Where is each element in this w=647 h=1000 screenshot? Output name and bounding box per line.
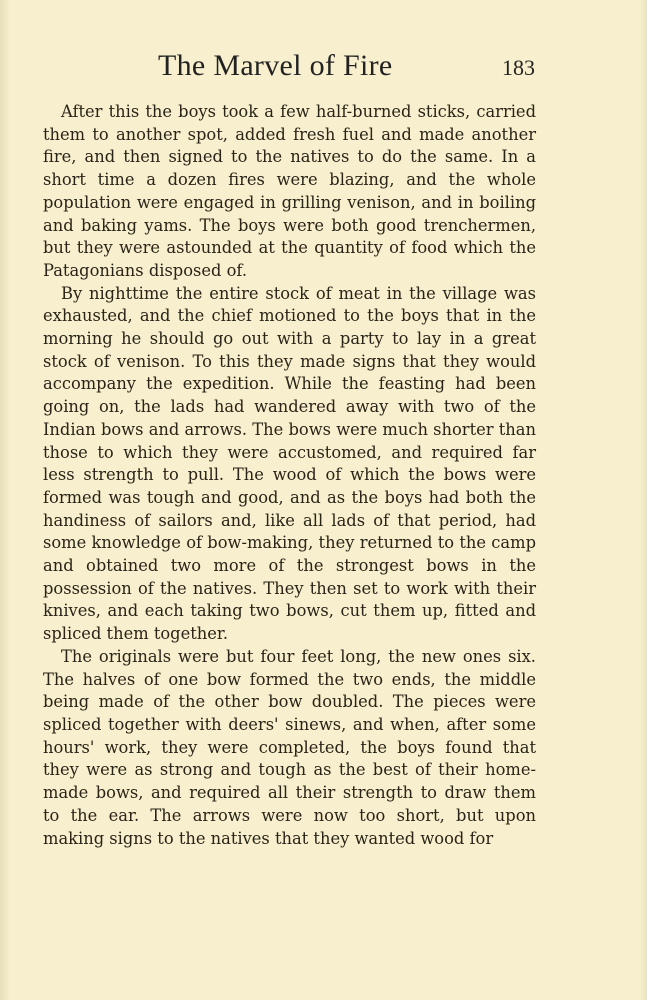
running-header (42, 46, 537, 86)
page-edge-right (639, 0, 647, 1000)
page-number: 183 (502, 55, 535, 80)
paragraph: The originals were but four feet long, the new ones six. The halves of one bow formed the two ends, the middle being made of the other bow doubled. The pieces were spliced together with deers' sinews, and when, after some hours' work, they were completed, the boys found that they were as strong and tough as the best of their home-made bows, and required all their strength to draw them to the ear. The arrows were now too short, but upon making signs to the natives that they wanted wood for (43, 646, 536, 848)
paragraph: After this the boys took a few half-burned sticks, carried them to another spot, added fresh fuel and made another fire, and then signed to the natives to do the same. In a short time a dozen fires were blazing, and the whole population were engaged in grilling venison, and in boiling and baking yams. The boys were both good trenchermen, but they were astounded at the quantity of food which the Patagonians disposed of. (43, 102, 536, 280)
running-title: The Marvel of Fire (158, 49, 393, 82)
page-edge-shadow (0, 0, 10, 1000)
paragraph: By nighttime the entire stock of meat in the village was exhausted, and the chief motioned to the boys that in the morning he should go out with a party to lay in a great stock of venison. To this they made signs that they would accompany the expedition. While the feasting had been going on, the lads had wandered away with two of the Indian bows and arrows. The bows were much shorter than those to which they were accustomed, and required far less strength to pull. The wood of which the bows were formed was tough and good, and as the boys had both the handiness of sailors and, like all lads of that period, had some knowledge of bow-making, they returned to the camp and obtained two more of the strongest bows in the possession of the natives. They then set to work with their knives, and each taking two bows, cut them up, fitted and spliced them together. (43, 283, 536, 644)
body-text (43, 101, 536, 850)
